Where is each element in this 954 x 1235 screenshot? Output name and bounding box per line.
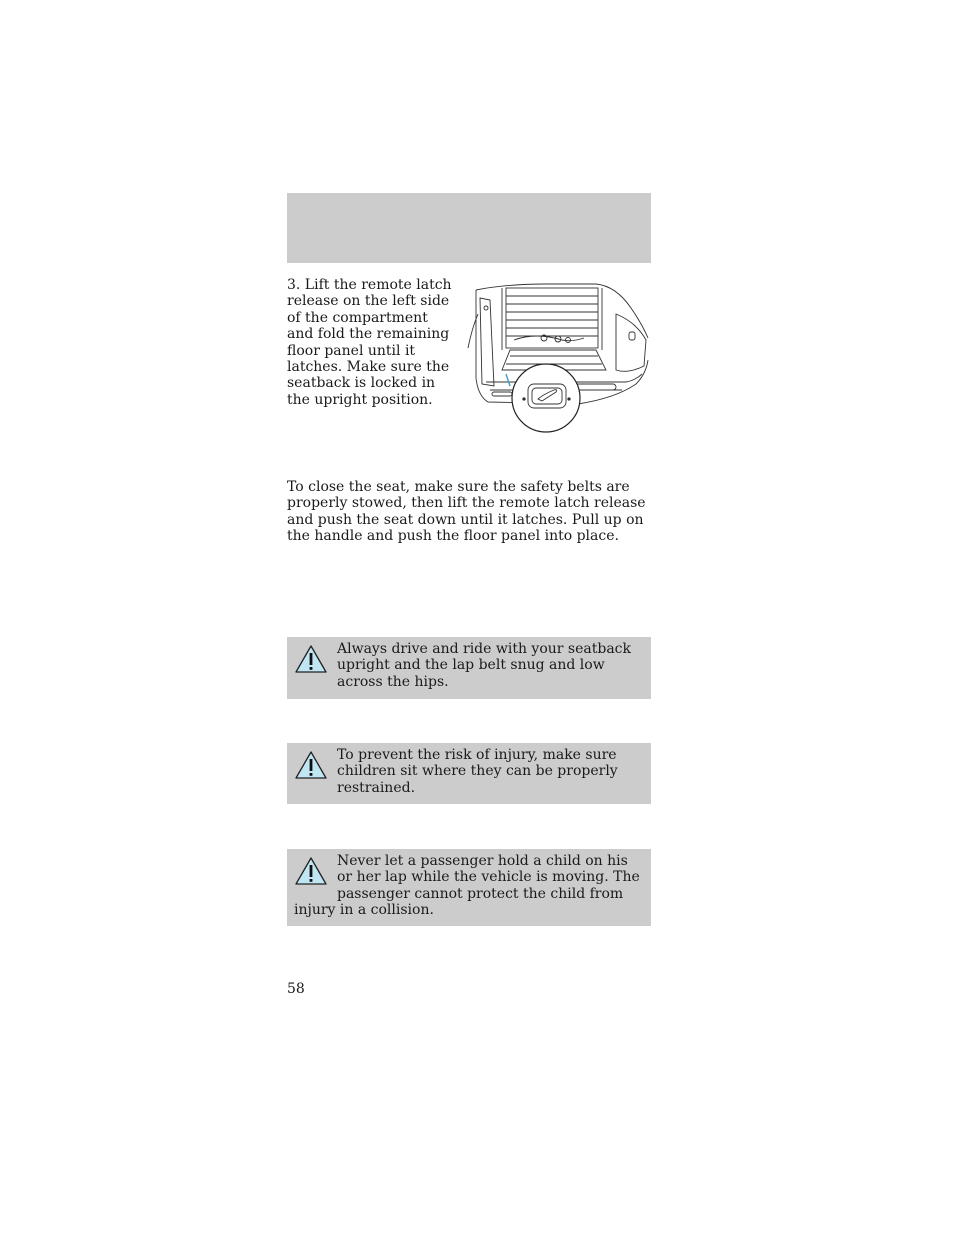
warning-triangle-icon bbox=[294, 644, 328, 674]
warning-triangle-icon bbox=[294, 856, 328, 886]
page-number: 58 bbox=[287, 981, 305, 997]
warning-triangle-icon bbox=[294, 750, 328, 780]
warning-box-lap-child bbox=[287, 849, 651, 926]
warning-text: To prevent the risk of injury, make sure children sit where they can be properly restrained. bbox=[337, 747, 618, 796]
warning-text: Always drive and ride with your seatback upright and the lap belt snug and low across the hips. bbox=[337, 641, 632, 690]
warning-box-seatback bbox=[287, 637, 651, 699]
close-seat-instructions: To close the seat, make sure the safety belts are properly stowed, then lift the remote latch release and push the seat down until it latches. Pull up on the handle and push the floor panel into place. bbox=[287, 479, 646, 545]
section-header-band bbox=[287, 193, 651, 263]
warning-text: Never let a passenger hold a child on his or her lap while the vehicle is moving. The passenger cannot protect the child from injury in a collision. bbox=[294, 853, 640, 919]
warning-box-children bbox=[287, 743, 651, 804]
step-3-instruction: 3. Lift the remote latch release on the left side of the compartment and fold the remaining floor panel until it latches. Make sure the seatback is locked in the upright position. bbox=[287, 277, 452, 408]
cargo-floor-panel-illustration bbox=[466, 278, 652, 434]
